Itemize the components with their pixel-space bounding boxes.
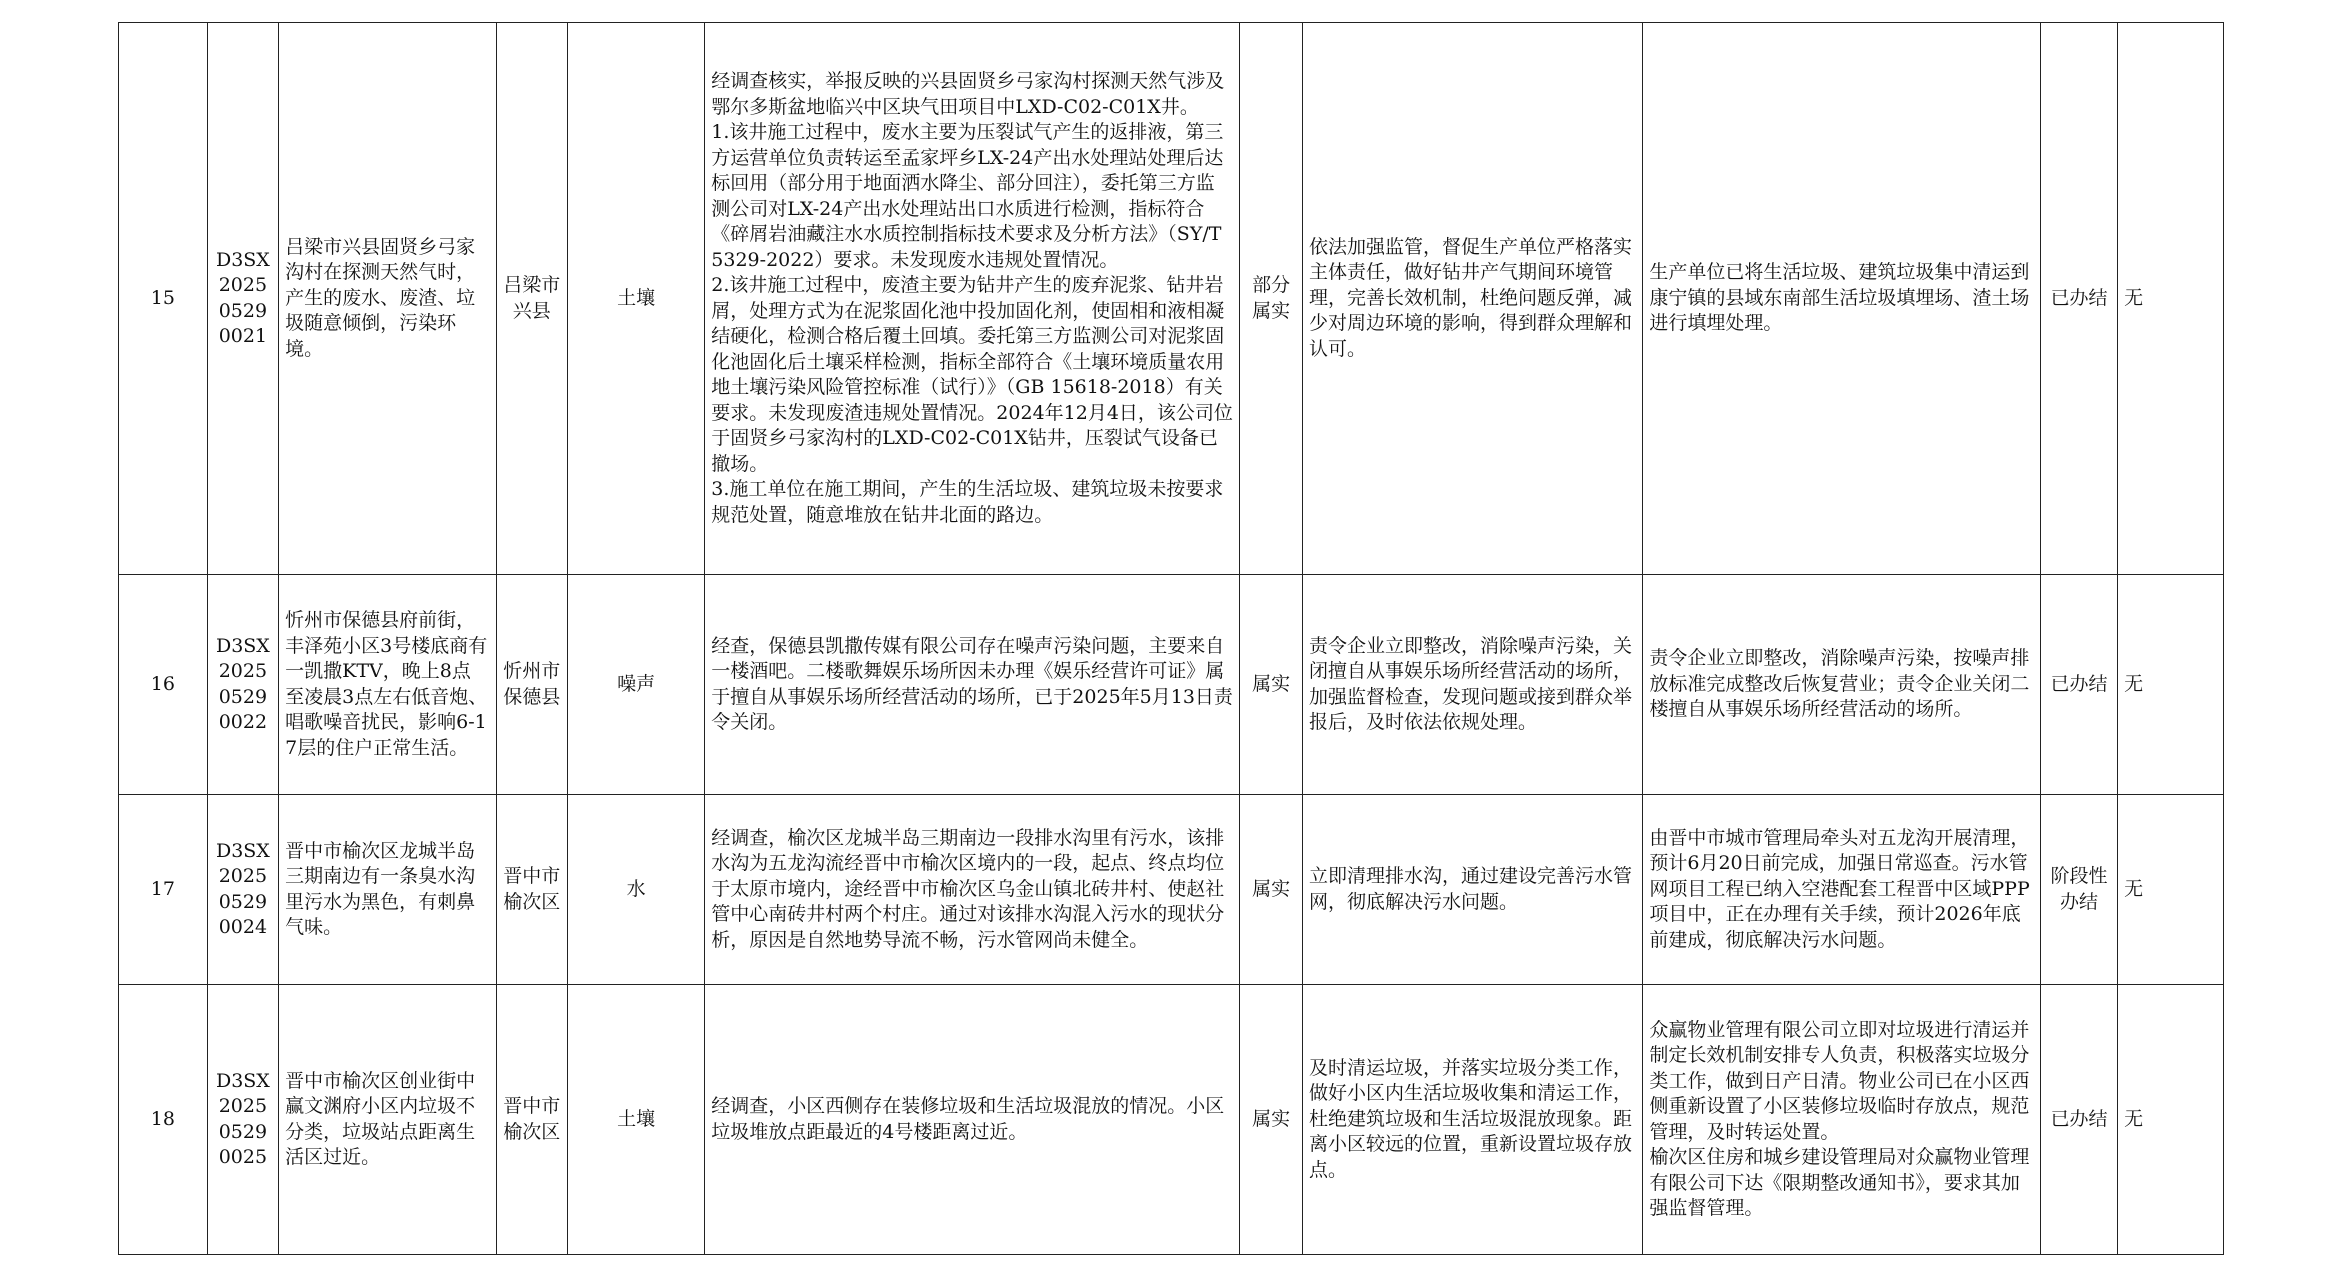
handling-measures: 立即清理排水沟，通过建设完善污水管网，彻底解决污水问题。 [1303, 795, 1643, 985]
accountability-text: 无 [2118, 575, 2224, 795]
complaint-content: 吕梁市兴县固贤乡弓家沟村在探测天然气时，产生的废水、废渣、垃圾随意倾倒，污染环境。 [279, 23, 496, 575]
status-text: 阶段性办结 [2040, 795, 2117, 985]
finding-paragraph: 经查，保德县凯撒传媒有限公司存在噪声污染问题，主要来自一楼酒吧。二楼歌舞娱乐场所因未办理《娱乐经营许可证》属于擅自从事娱乐场所经营活动的场所，已于2025年5月13日责令关闭。 [711, 634, 1233, 733]
row-number: 15 [119, 23, 208, 575]
verification-result: 部分属实 [1240, 23, 1303, 575]
table-row [119, 23, 2224, 575]
result-paragraph: 众赢物业管理有限公司立即对垃圾进行清运并制定长效机制安排专人负责，积极落实垃圾分类工作，做到日产日清。物业公司已在小区西侧重新设置了小区装修垃圾临时存放点，规范管理，及时转运处置。 [1649, 1018, 2030, 1143]
result-paragraph: 由晋中市城市管理局牵头对五龙沟开展清理，预计6月20日前完成，加强日常巡查。污水管网项目工程已纳入空港配套工程晋中区域PPP项目中，正在办理有关手续，预计2026年底前建成，彻底解决污水问题。 [1649, 826, 2030, 951]
investigation-findings [705, 795, 1240, 985]
rectification-result [1643, 23, 2041, 575]
investigation-findings [705, 23, 1240, 575]
complaint-content: 忻州市保德县府前街，丰泽苑小区3号楼底商有一凯撒KTV，晚上8点至凌晨3点左右低音炮、唱歌噪音扰民，影响6-17层的住户正常生活。 [279, 575, 496, 795]
accountability-text: 无 [2118, 985, 2224, 1255]
status-text: 已办结 [2040, 985, 2117, 1255]
result-paragraph: 责令企业立即整改，消除噪声污染，按噪声排放标准完成整改后恢复营业；责令企业关闭二楼擅自从事娱乐场所经营活动的场所。 [1649, 647, 2030, 721]
case-id: D3SX202505290024 [207, 795, 279, 985]
pollution-type: 噪声 [568, 575, 705, 795]
region: 晋中市榆次区 [496, 985, 568, 1255]
region: 忻州市保德县 [496, 575, 568, 795]
finding-paragraph: 3.施工单位在施工期间，产生的生活垃圾、建筑垃圾未按要求规范处置，随意堆放在钻井北面的路边。 [711, 478, 1224, 526]
result-paragraph: 榆次区住房和城乡建设管理局对众赢物业管理有限公司下达《限期整改通知书》，要求其加强监督管理。 [1649, 1146, 2030, 1219]
table-body [119, 23, 2224, 1255]
rectification-result [1643, 575, 2041, 795]
investigation-findings [705, 985, 1240, 1255]
complaint-table [118, 22, 2224, 1255]
handling-measures: 依法加强监管，督促生产单位严格落实主体责任，做好钻井产气期间环境管理，完善长效机制，杜绝问题反弹，减少对周边环境的影响，得到群众理解和认可。 [1303, 23, 1643, 575]
verification-result: 属实 [1240, 575, 1303, 795]
table-row [119, 795, 2224, 985]
handling-measures: 责令企业立即整改，消除噪声污染，关闭擅自从事娱乐场所经营活动的场所，加强监督检查，发现问题或接到群众举报后，及时依法依规处理。 [1303, 575, 1643, 795]
row-number: 16 [119, 575, 208, 795]
table-row [119, 575, 2224, 795]
rectification-result [1643, 985, 2041, 1255]
finding-paragraph: 1.该井施工过程中，废水主要为压裂试气产生的返排液，第三方运营单位负责转运至孟家坪乡LX-24产出水处理站处理后达标回用（部分用于地面洒水降尘、部分回注），委托第三方监测公司对LX-24产出水处理站出口水质进行检测，指标符合《碎屑岩油藏注水水质控制指标技术要求及分析方法》（SY/T5329-2022）要求。未发现废水违规处置情况。 [711, 121, 1224, 271]
status-text: 已办结 [2040, 575, 2117, 795]
verification-result: 属实 [1240, 795, 1303, 985]
finding-paragraph: 经调查核实，举报反映的兴县固贤乡弓家沟村探测天然气涉及鄂尔多斯盆地临兴中区块气田项目中LXD-C02-C01X井。 [711, 70, 1225, 118]
finding-paragraph: 经调查，榆次区龙城半岛三期南边一段排水沟里有污水，该排水沟为五龙沟流经晋中市榆次区境内的一段，起点、终点均位于太原市境内，途经晋中市榆次区乌金山镇北砖井村、使赵社管中心南砖井村两个村庄。通过对该排水沟混入污水的现状分析，原因是自然地势导流不畅，污水管网尚未健全。 [711, 826, 1225, 951]
case-id: D3SX202505290021 [207, 23, 279, 575]
case-id: D3SX202505290022 [207, 575, 279, 795]
finding-paragraph: 经调查，小区西侧存在装修垃圾和生活垃圾混放的情况。小区垃圾堆放点距最近的4号楼距离过近。 [711, 1095, 1225, 1143]
rectification-result [1643, 795, 2041, 985]
pollution-type: 土壤 [568, 985, 705, 1255]
row-number: 18 [119, 985, 208, 1255]
row-number: 17 [119, 795, 208, 985]
verification-result: 属实 [1240, 985, 1303, 1255]
accountability-text: 无 [2118, 795, 2224, 985]
result-paragraph: 生产单位已将生活垃圾、建筑垃圾集中清运到康宁镇的县域东南部生活垃圾填埋场、渣土场进行填埋处理。 [1649, 261, 2030, 335]
complaint-content: 晋中市榆次区创业街中赢文渊府小区内垃圾不分类，垃圾站点距离生活区过近。 [279, 985, 496, 1255]
case-id: D3SX202505290025 [207, 985, 279, 1255]
region: 晋中市榆次区 [496, 795, 568, 985]
accountability-text: 无 [2118, 23, 2224, 575]
investigation-findings [705, 575, 1240, 795]
status-text: 已办结 [2040, 23, 2117, 575]
pollution-type: 水 [568, 795, 705, 985]
handling-measures: 及时清运垃圾，并落实垃圾分类工作，做好小区内生活垃圾收集和清运工作，杜绝建筑垃圾和生活垃圾混放现象。距离小区较远的位置，重新设置垃圾存放点。 [1303, 985, 1643, 1255]
table-row [119, 985, 2224, 1255]
finding-paragraph: 2.该井施工过程中，废渣主要为钻井产生的废弃泥浆、钻井岩屑，处理方式为在泥浆固化池中投加固化剂，使固相和液相凝结硬化，检测合格后覆土回填。委托第三方监测公司对泥浆固化池固化后土壤采样检测，指标全部符合《土壤环境质量农用地土壤污染风险管控标准（试行）》（GB 15618-2018）有关要求。未发现废渣违规处置情况。2024年12月4日，该公司位于固贤乡弓家沟村的LXD-C02-C01X钻井，压裂试气设备已撤场。 [711, 274, 1233, 475]
region: 吕梁市兴县 [496, 23, 568, 575]
complaint-content: 晋中市榆次区龙城半岛三期南边有一条臭水沟里污水为黑色，有刺鼻气味。 [279, 795, 496, 985]
pollution-type: 土壤 [568, 23, 705, 575]
